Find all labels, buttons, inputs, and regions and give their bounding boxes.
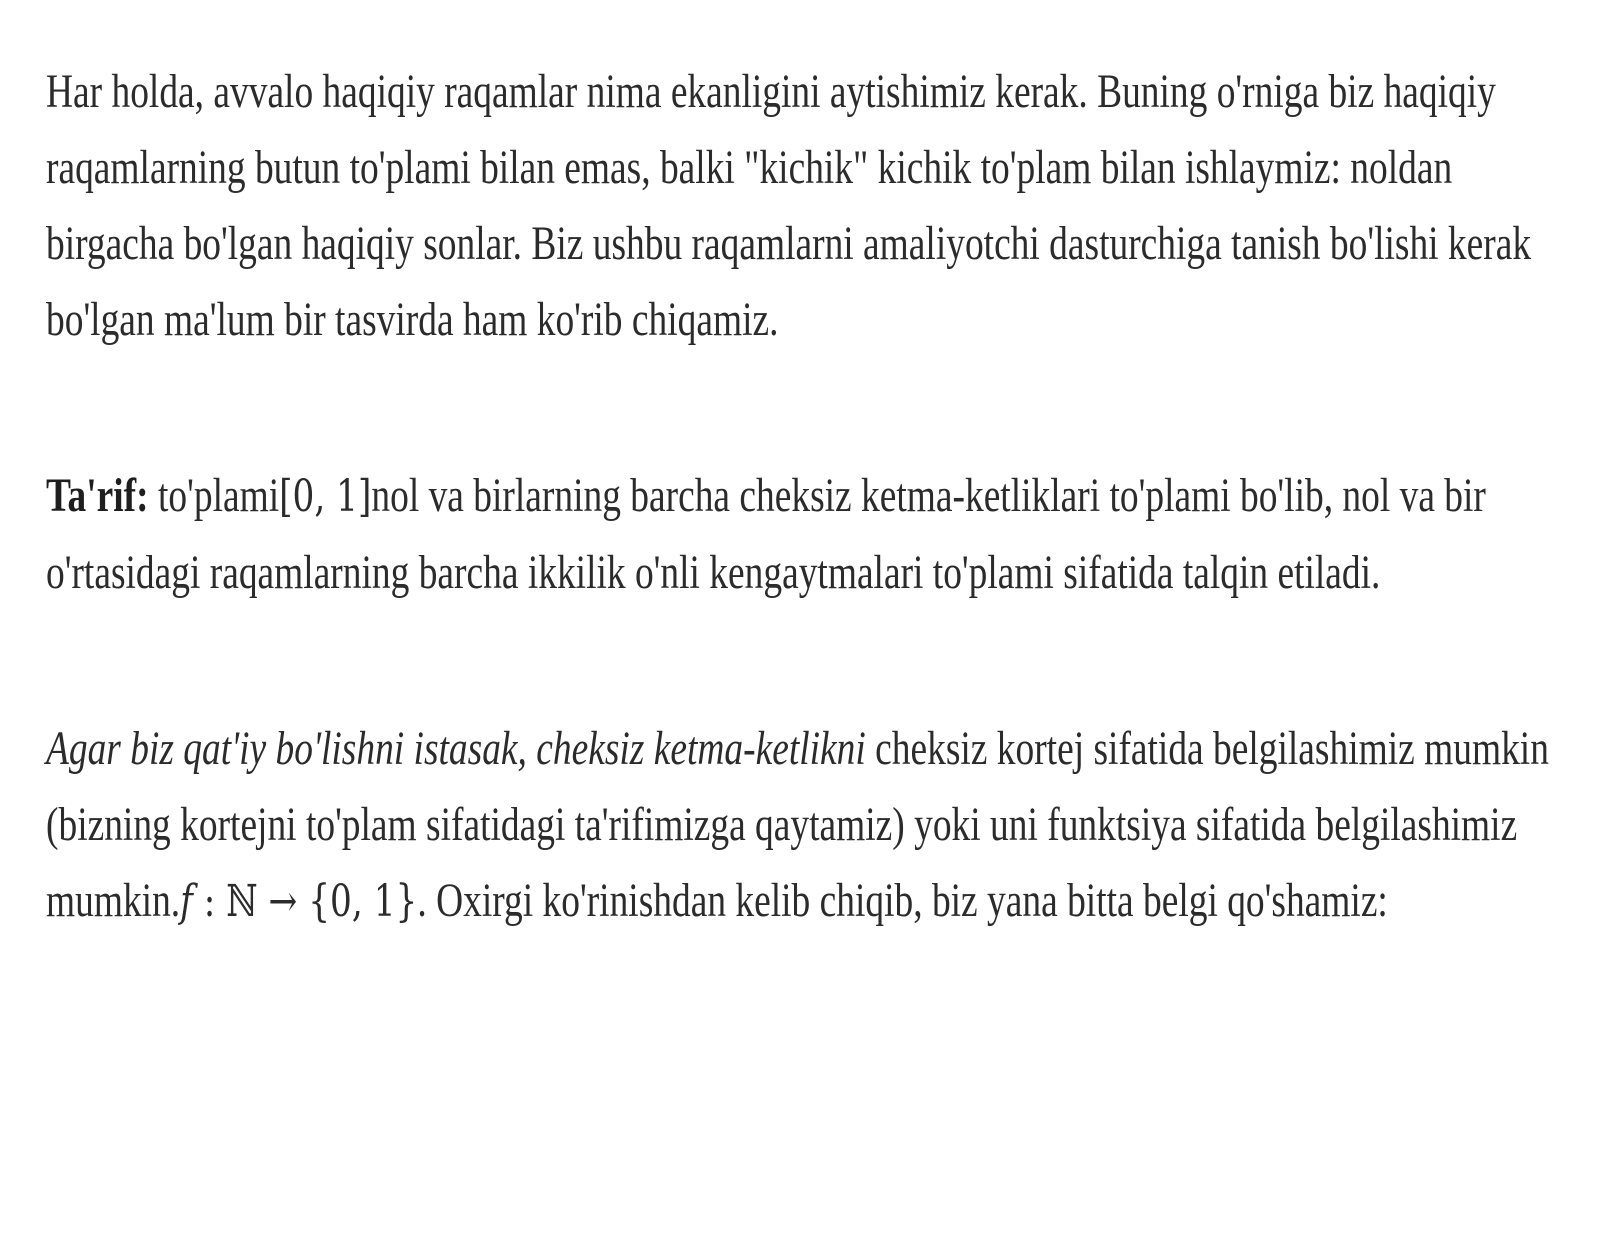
article-body — [46, 54, 1549, 940]
math-interval: [0, 1] — [279, 471, 372, 522]
sequence-paragraph — [46, 711, 1551, 940]
intro-paragraph: Har holda, avvalo haqiqiy raqamlar nima ekanligini aytishimiz kerak. Buning o'rniga biz haqiqiy raqamlarning butun to'plami bilan emas, balki "kichik" kichik to'plam bilan ishlaymiz: noldan birgacha bo'lgan haqiqiy sonlar. Biz ushbu raqamlarni amaliyotchi dasturchiga tanish bo'lishi kerak bo'lgan ma'lum bir tasvirda ham ko'rib chiqamiz. — [46, 65, 1532, 346]
math-mapping: : ℕ → {0, 1} — [192, 876, 418, 927]
sequence-text-2: . Oxirgi ko'rinishdan kelib chiqib, biz yana bitta belgi qo'shamiz: — [417, 874, 1388, 927]
definition-term: Ta'rif: — [46, 469, 149, 522]
definition-paragraph — [46, 458, 1551, 611]
math-function-symbol: f — [180, 876, 193, 927]
sequence-text-1: cheksiz kortej sifatida belgilashimiz mumkin (bizning kortejni to'plam sifatidagi ta'rifimizga qaytamiz) yoki uni funktsiya sifatida belgilashimiz mumkin. — [46, 722, 1549, 927]
italic-phrase: Agar biz qat'iy bo'lishni istasak, cheksiz ketma-ketlikni — [46, 722, 866, 775]
definition-text-after: nol va birlarning barcha cheksiz ketma-ketliklari to'plami bo'lib, nol va bir o'rtasidagi raqamlarning barcha ikkilik o'nli kengaytmalari to'plami sifatida talqin etiladi. — [46, 469, 1486, 599]
definition-text-before: to'plami — [148, 469, 280, 522]
